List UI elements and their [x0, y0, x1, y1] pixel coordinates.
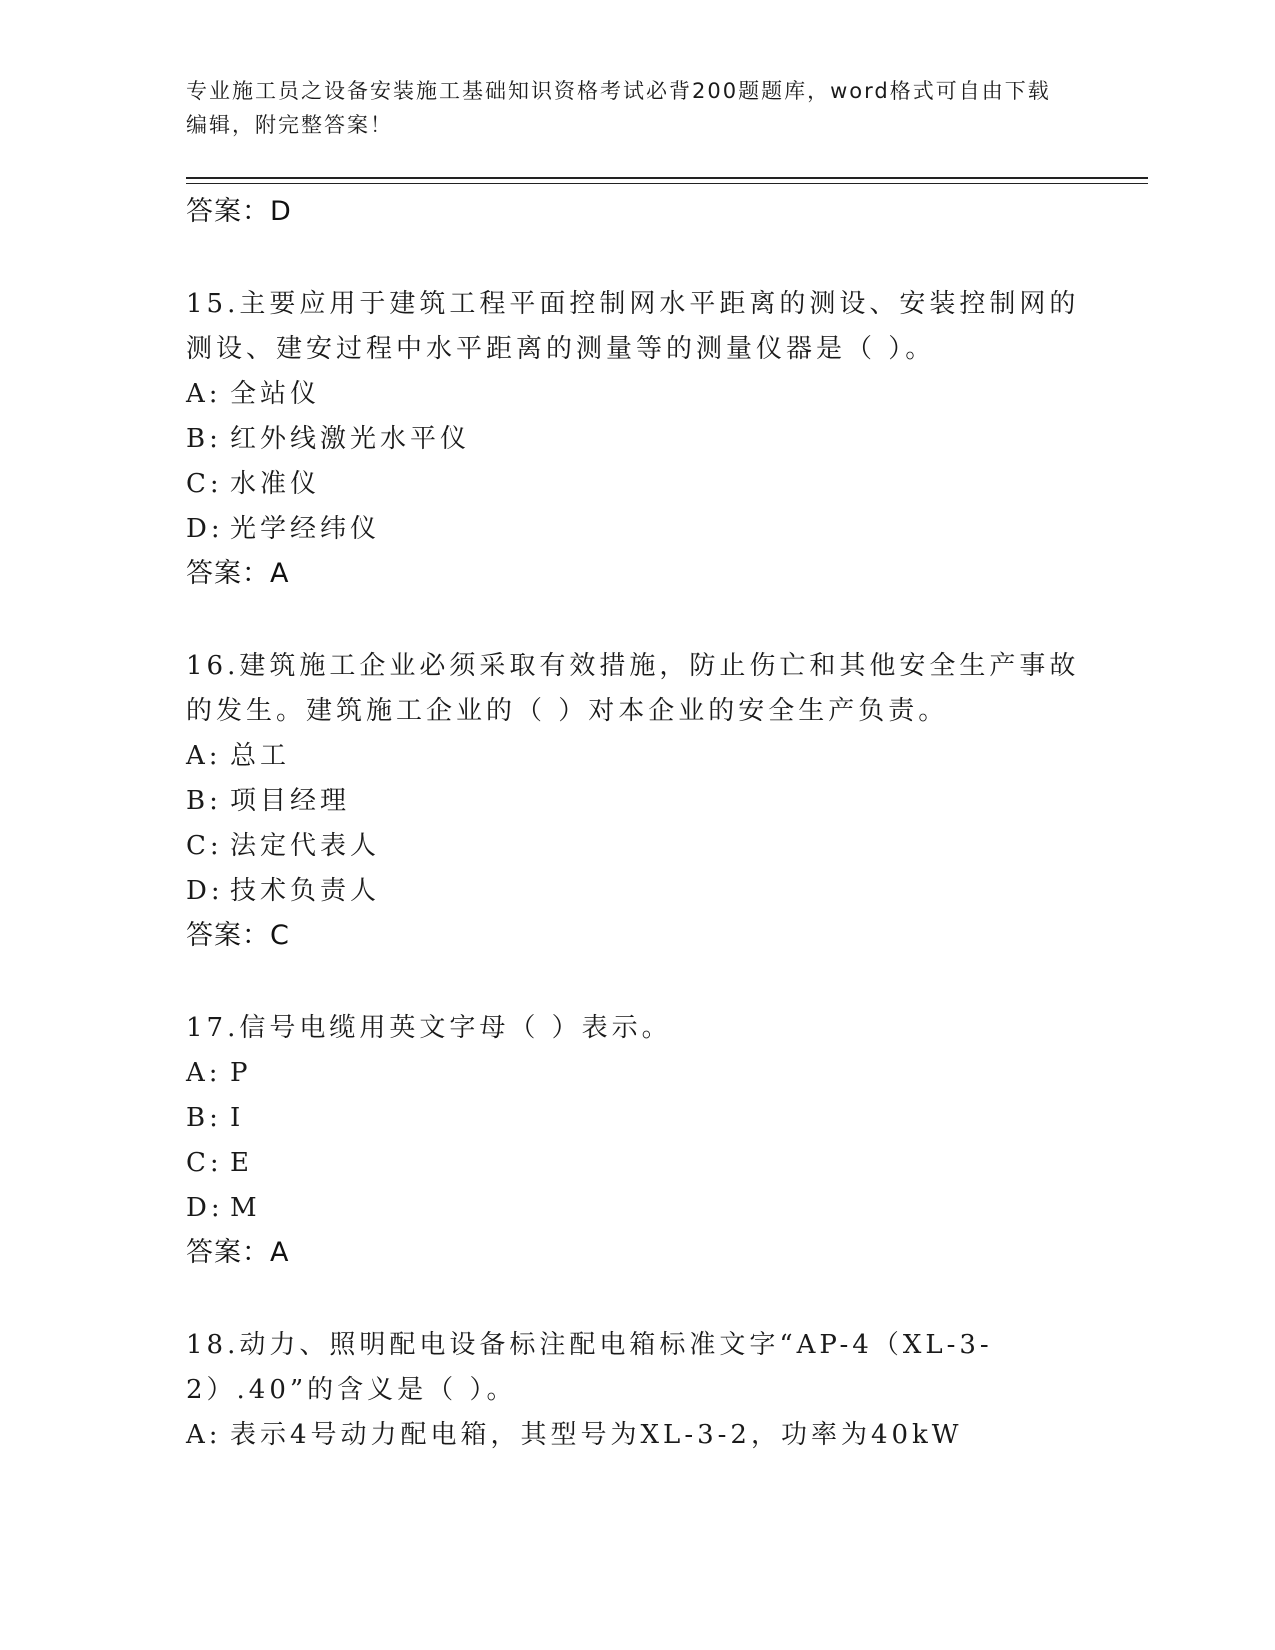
question-block	[186, 1323, 1086, 1458]
option-text: 法定代表人	[230, 831, 381, 861]
option-label: B:	[186, 786, 222, 816]
option-text: 红外线激光水平仪	[230, 424, 471, 454]
question-block	[186, 1006, 1086, 1275]
option-d	[186, 507, 1086, 552]
option-label: C:	[186, 1148, 223, 1178]
option-label: A:	[186, 741, 222, 771]
option-label: D:	[186, 514, 224, 544]
option-label: C:	[186, 831, 223, 861]
option-label: D:	[186, 1193, 224, 1223]
option-c	[186, 462, 1086, 507]
option-text: 技术负责人	[230, 876, 381, 906]
header-rule-thin	[186, 183, 1148, 184]
option-a	[186, 1413, 1086, 1458]
question-block	[186, 282, 1086, 596]
option-c	[186, 1141, 1086, 1186]
option-d	[186, 869, 1086, 914]
document-content	[186, 190, 1086, 1458]
option-a	[186, 1051, 1086, 1096]
option-label: D:	[186, 876, 224, 906]
option-label: A:	[186, 379, 222, 409]
option-label: A:	[186, 1058, 222, 1088]
option-b	[186, 779, 1086, 824]
question-text: 16.建筑施工企业必须采取有效措施，防止伤亡和其他安全生产事故的发生。建筑施工企业的（ ）对本企业的安全生产负责。	[186, 651, 1080, 726]
option-b	[186, 417, 1086, 462]
answer-line: 答案：A	[186, 558, 290, 589]
option-b	[186, 1096, 1086, 1141]
question-text: 17.信号电缆用英文字母（ ）表示。	[186, 1013, 672, 1043]
question-block	[186, 644, 1086, 958]
option-label: B:	[186, 424, 222, 454]
option-text: 水准仪	[230, 469, 321, 499]
option-text: E	[230, 1148, 253, 1178]
option-text: 项目经理	[230, 786, 351, 816]
header-rule-thick	[186, 177, 1148, 179]
option-text: 表示4号动力配电箱，其型号为XL-3-2，功率为40kW	[230, 1420, 963, 1450]
option-text: I	[230, 1103, 245, 1133]
option-c	[186, 824, 1086, 869]
question-text: 18.动力、照明配电设备标注配电箱标准文字“AP-4（XL-3-2）.40”的含义是（ ）。	[186, 1330, 993, 1405]
option-a	[186, 372, 1086, 417]
option-text: 总工	[230, 741, 291, 771]
answer-line: 答案：A	[186, 1237, 290, 1268]
option-text: P	[230, 1058, 252, 1088]
option-text: M	[230, 1193, 261, 1223]
option-label: B:	[186, 1103, 222, 1133]
option-text: 光学经纬仪	[230, 514, 381, 544]
option-text: 全站仪	[230, 379, 321, 409]
option-a	[186, 734, 1086, 779]
answer-line: 答案：D	[186, 196, 292, 227]
option-label: A:	[186, 1420, 222, 1450]
page-header: 专业施工员之设备安装施工基础知识资格考试必背200题题库，word格式可自由下载编辑，附完整答案！	[186, 79, 1051, 137]
answer-line: 答案：C	[186, 920, 290, 951]
option-label: C:	[186, 469, 223, 499]
option-d	[186, 1186, 1086, 1231]
question-text: 15.主要应用于建筑工程平面控制网水平距离的测设、安装控制网的测设、建安过程中水平距离的测量等的测量仪器是（ ）。	[186, 289, 1080, 364]
